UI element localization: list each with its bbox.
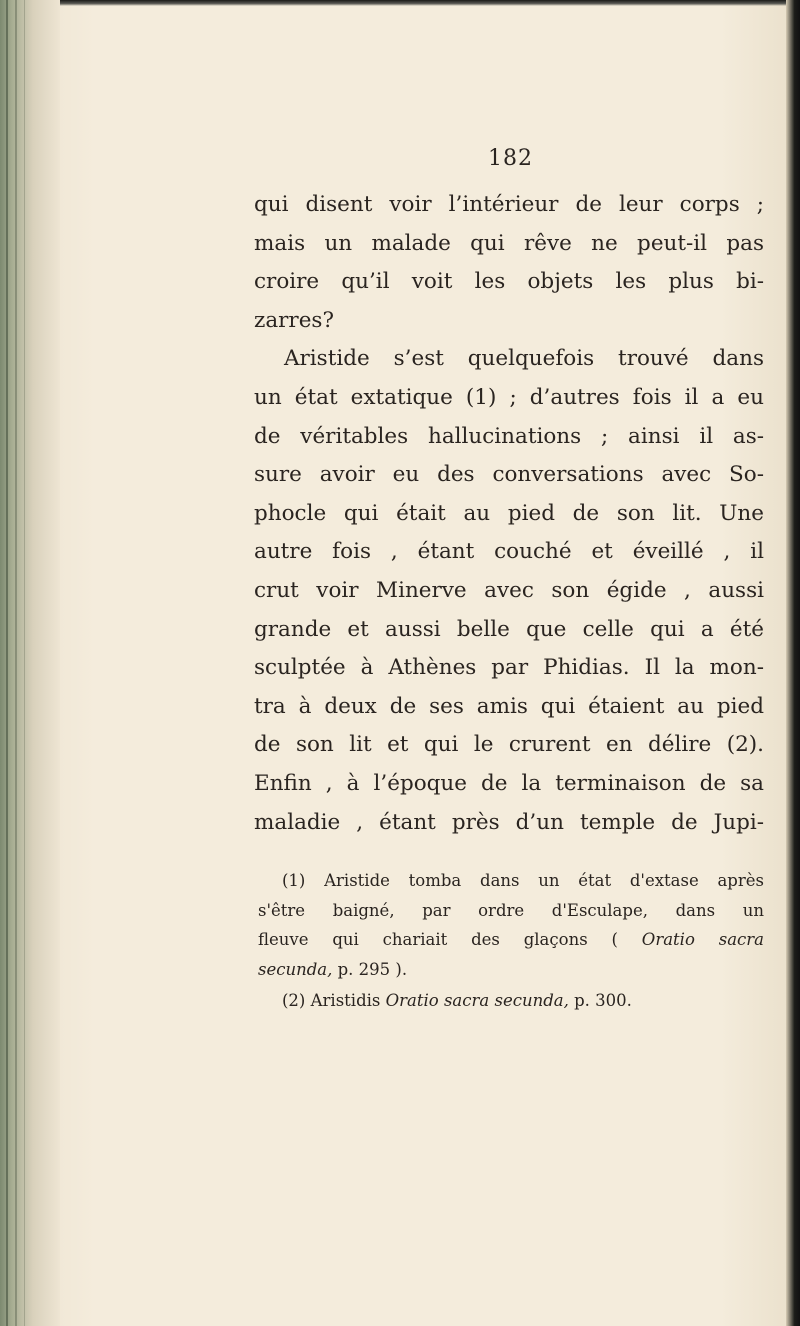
footnote-1-line [258, 955, 764, 985]
footnote-1-line [258, 925, 764, 955]
footnote-text: (2) Aristidis [282, 991, 386, 1010]
body-line: de son lit et qui le crurent en délire (2). [254, 732, 764, 758]
body-line: de véritables hallucinations ; ainsi il as- [254, 423, 764, 449]
body-line: Enfin , à l’époque de la terminaison de sa [254, 770, 764, 796]
body-line: crut voir Minerve avec son égide , aussi [254, 577, 764, 603]
body-line: tra à deux de ses amis qui étaient au pied [254, 693, 764, 719]
footnote-italic-title: Oratio sacra secunda, [385, 991, 569, 1010]
body-line: croire qu’il voit les objets les plus bi- [254, 269, 764, 295]
footnote-text: p. 300. [568, 991, 632, 1010]
body-line: maladie , étant près d’un temple de Jupi- [254, 809, 764, 835]
footnotes [258, 866, 765, 1016]
spine-shadow-line [6, 0, 8, 1326]
footnote-2-line [282, 986, 764, 1016]
body-line: grande et aussi belle que celle qui a été [254, 616, 764, 642]
body-text [254, 186, 764, 842]
footnote-text: p. 295 ). [332, 959, 408, 979]
body-line: qui disent voir l’intérieur de leur corps ; [254, 192, 764, 217]
right-page-edge [786, 0, 800, 1326]
body-line: autre fois , étant couché et éveillé , il [254, 539, 764, 565]
body-line: Aristide s’est quelquefois trouvé dans [284, 346, 764, 372]
body-line: phocle qui était au pied de son lit. Une [254, 500, 764, 526]
top-page-edge [60, 0, 800, 6]
body-line: sculptée à Athènes par Phidias. Il la mon- [254, 655, 764, 681]
body-line: zarres? [254, 307, 334, 333]
spine-shadow-line [24, 0, 25, 1326]
footnote-1-line: s'être baigné, par ordre d'Esculape, dans un [258, 900, 764, 920]
body-line: mais un malade qui rêve ne peut-il pas [254, 230, 764, 256]
footnote-italic-title: Oratio sacra [641, 930, 765, 949]
body-line: un état extatique (1) ; d’autres fois il a eu [254, 384, 764, 410]
body-line: sure avoir eu des conversations avec So- [254, 462, 764, 488]
footnote-text: fleuve qui chariait des glaçons ( [258, 930, 642, 949]
footnote-italic-title: secunda, [258, 959, 333, 979]
book-spine [0, 0, 60, 1326]
footnote-1-line: (1) Aristide tomba dans un état d'extase après [282, 871, 764, 890]
spine-shadow-line [15, 0, 17, 1326]
page-number: 182 [488, 146, 533, 171]
